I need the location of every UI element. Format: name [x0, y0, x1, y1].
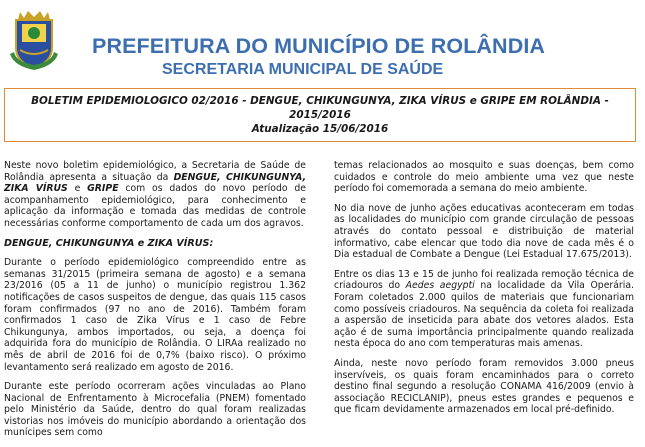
bulletin-title-line2: 2015/2016: [289, 109, 351, 121]
bulletin-title-box: [4, 88, 636, 142]
tire-removal-paragraph: Ainda, neste novo período foram removidos 3.000 pneus inservíveis, os quais foram encaminhados para o correto destino final segundo a resolução CONAMA 416/2009 (envio à associação RECICLANIP), pneus estes grandes e pequenos e que ficam devidamente armazenados em local pré-definido.: [334, 357, 634, 416]
pnem-actions-paragraph: Durante este período ocorreram ações vinculadas ao Plano Nacional de Enfrentamento à Microcefalia (PNEM) fomentado pelo Ministério da Saúde, dentro do qual foram realizadas vistorias nos imóveis do município abordando a orientação dos munícipes sem como: [4, 381, 306, 439]
intro-paragraph: Neste novo boletim epidemiológico, a Secretaria de Saúde de Rolândia apresenta a situação da DENGUE, CHIKUNGUNYA, ZIKA VÍRUS e GRIPE com os dados do novo período de acompanhamento epidemiológico, para conhecimento e aplicação da informação e tomada das medidas de controle necessárias conforme comportamento de cada um dos agravos.: [4, 160, 306, 229]
right-column: [334, 160, 634, 424]
section-heading-arboviroses: DENGUE, CHIKUNGUNYA e ZIKA VÍRUS:: [4, 237, 214, 249]
municipality-title: PREFEITURA DO MUNICÍPIO DE ROLÂNDIA: [92, 34, 546, 58]
bulletin-title-line1: BOLETIM EPIDEMIOLOGICO 02/2016 - DENGUE, CHIKUNGUNYA, ZIKA VÍRUS e GRIPE EM ROLÂNDIA -: [31, 95, 609, 107]
bulletin-update-date: Atualização 15/06/2016: [251, 123, 389, 135]
municipal-crest-emblem: [8, 6, 60, 72]
dengue-cases-paragraph: Durante o período epidemiológico compreendido entre as semanas 31/2015 (primeira semana de agosto) e a semana 23/2016 (05 a 11 de junho) o município registrou 1.362 notificações de casos suspeitos de dengue, das quais 115 casos foram confirmados (97 no ano de 2016). Também foram confirmados 1 caso de Zika Vírus e 1 caso de Febre Chikungunya, ambos importados, ou seja, a doença foi adquirida fora do município de Rolândia. O LIRAa realizado no mês de abril de 2016 foi de 0,7% (baixo risco). O próximo levantamento será realizado em agosto de 2016.: [4, 257, 306, 373]
left-column: [4, 160, 306, 447]
environment-week-paragraph: temas relacionados ao mosquito e suas doenças, bem como cuidados e controle do meio ambiente uma vez que neste período foi comemorada a semana do meio ambiente.: [334, 160, 634, 195]
breeding-sites-removal-paragraph: Entre os dias 13 e 15 de junho foi realizada remoção técnica de criadouros do Aedes aegypti na localidade da Vila Operária. Foram coletados 2.000 quilos de materiais que funcionariam como possíveis criadouros. Na sequência da coleta foi realizada a aspersão de inseticida para abate dos vetores alados. Esta ação é de suma importância principalmente quando realizada nesta época do ano com temperaturas mais amenas.: [334, 268, 634, 350]
educational-actions-paragraph: No dia nove de junho ações educativas aconteceram em todas as localidades do município com grande circulação de pessoas através do contato pessoal e distribuição de material informativo, cabe elencar que todo dia nove de cada mês é o Dia estadual de Combate a Dengue (Lei Estadual 17.675/2013).: [334, 202, 634, 261]
department-subtitle: SECRETARIA MUNICIPAL DE SAÚDE: [162, 61, 444, 78]
